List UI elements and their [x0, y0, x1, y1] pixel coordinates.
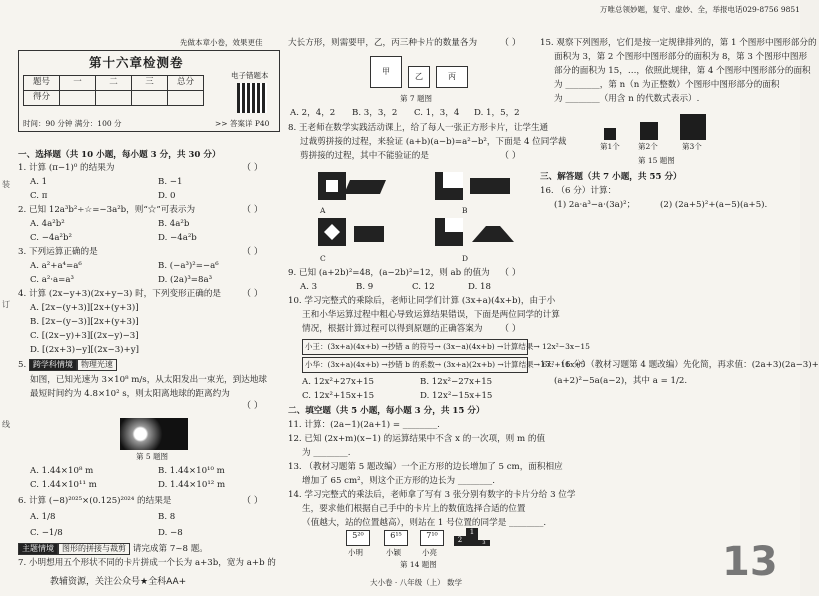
q14-line1: 14. 学习完整式的乘法后，老师拿了写有 3 张分别有数字的卡片分给 3 位学 — [288, 490, 576, 500]
podium-position-1: 1 — [466, 528, 478, 546]
q7-option-c[interactable]: C. 1，3，4 — [414, 108, 460, 118]
theme-tag: 主题情境 — [18, 543, 58, 555]
q10-option-d[interactable]: D. 12x²−15x+15 — [420, 391, 493, 401]
q2-text: 已知 12a³b²÷☆=−3a²b，则“☆”可表示为 — [28, 205, 196, 215]
q3-num: 3. — [18, 247, 27, 257]
card-5-20: 5²⁰ — [346, 530, 370, 546]
time-info: 时间：90 分钟 满分：100 分 — [23, 119, 122, 128]
q3-option-d[interactable]: D. (2a)³=8a³ — [158, 275, 213, 285]
q15-fig2-square — [640, 122, 658, 140]
q5-num: 5. — [18, 360, 27, 370]
q17-line2: (a+2)²−5a(a−2)，其中 a = 1/2. — [554, 376, 688, 386]
q2-paren[interactable]: （ ） — [242, 205, 263, 215]
section1-title: 一、选择题（共 10 小题，每小题 3 分，共 30 分） — [18, 150, 221, 160]
q2-num: 2. — [18, 205, 27, 215]
answer-reference: >> 答案详 P40 — [215, 119, 270, 128]
q15-line1: 15. 观察下列图形，它们是按一定规律排列的，第 1 个图形中图形部分的 — [540, 38, 817, 48]
q4-option-b[interactable]: B. [2x−(y−3)][2x+(y+3)] — [30, 317, 139, 327]
q15-fig2-label: 第2个 — [638, 142, 658, 151]
q1-text: 计算 (π−1)⁰ 的结果为 — [28, 163, 115, 173]
score-row-label: 得分 — [24, 91, 60, 106]
qr-code-icon — [237, 83, 267, 113]
card-jia: 甲 — [370, 56, 402, 88]
gutter-mark: 订 — [2, 300, 10, 309]
q15-caption: 第 15 题图 — [638, 156, 675, 165]
section3-title: 三、解答题（共 7 小题，共 55 分） — [540, 172, 682, 182]
card-6-15: 6¹⁵ — [384, 530, 408, 546]
q15-line4[interactable]: 为 ________，第 n（n 为正整数）个图形中图形部分的面积 — [554, 80, 780, 90]
q5-option-b[interactable]: B. 1.44×10¹⁰ m — [158, 466, 225, 476]
q10-option-c[interactable]: C. 12x²+15x+15 — [302, 391, 375, 401]
card-yi: 乙 — [408, 66, 430, 88]
q16-title: 16. （6 分）计算： — [540, 186, 617, 196]
q7-option-b[interactable]: B. 3，3，2 — [352, 108, 398, 118]
podium-position-3: 3 — [478, 540, 490, 546]
q12-line2[interactable]: 为 ________. — [302, 448, 351, 458]
q1-paren[interactable]: （ ） — [242, 163, 263, 173]
q3-text: 下列运算正确的是 — [28, 247, 98, 257]
q2-option-d[interactable]: D. −4a²b — [158, 233, 197, 243]
chapter-title: 第十六章检测卷 — [89, 55, 184, 70]
footer-left: 教辅资源，关注公众号★全科AA+ — [50, 577, 187, 587]
q6-option-d[interactable]: D. −8 — [158, 528, 183, 538]
q6-num: 6. — [18, 496, 27, 506]
q1-option-b[interactable]: B. −1 — [158, 177, 183, 187]
q8-line3: 剪拼接的过程，其中不能验证的是 — [300, 151, 429, 161]
header-hint: 先做本章小卷，效果更佳 — [180, 38, 263, 47]
q1-num: 1. — [18, 163, 27, 173]
q4-paren[interactable]: （ ） — [242, 289, 263, 299]
q15-fig3-square — [680, 114, 706, 140]
name-xiaoming: 小明 — [348, 548, 363, 557]
q2-option-a[interactable]: A. 4a²b² — [30, 219, 65, 229]
q7-option-d[interactable]: D. 1，5，2 — [474, 108, 520, 118]
q4-option-a[interactable]: A. [2x−(y+3)][2x+(y+3)] — [30, 303, 139, 313]
podium-position-2: 2 — [454, 536, 466, 546]
q1-option-c[interactable]: C. π — [30, 191, 48, 201]
q9-option-c[interactable]: C. 12 — [412, 282, 435, 292]
q13-line2[interactable]: 增加了 65 cm²，则这个正方形的边长为 ________. — [302, 476, 495, 486]
sun-earth-photo — [120, 418, 188, 450]
q8-line2: 过裁剪拼接的过程，来验证 (a+b)(a−b)=a²−b²，下面是 4 位同学裁 — [300, 137, 567, 147]
q8-fig-b — [435, 172, 510, 200]
q9-option-a[interactable]: A. 3 — [300, 282, 318, 292]
q16-part2: (2) (2a+5)²+(a−5)(a+5). — [660, 200, 768, 210]
q3-option-a[interactable]: A. a²+a⁴=a⁶ — [30, 261, 82, 271]
q15-line2: 面积为 3，第 2 个图形中图形部分的面积为 8，第 3 个图形中图形 — [554, 52, 808, 62]
q13-line1: 13. （教材习题第 5 题改编）一个正方形的边长增加了 5 cm，面积相应 — [288, 462, 563, 472]
q10-option-b[interactable]: B. 12x²−27x+15 — [420, 377, 493, 387]
q4-option-d[interactable]: D. [(2x+3)−y][(2x−3)+y] — [30, 345, 139, 355]
footer-center: 大小卷 · 八年级（上） 数学 — [370, 578, 463, 587]
q5-stem-head — [18, 359, 117, 371]
q6-text: 计算 (−8)²⁰²⁵×(0.125)²⁰²⁴ 的结果是 — [28, 496, 172, 506]
q9-option-b[interactable]: B. 9 — [356, 282, 374, 292]
name-xiaoliang: 小亮 — [422, 548, 437, 557]
q4-num: 4. — [18, 289, 27, 299]
q7-paren[interactable]: （ ） — [500, 38, 521, 48]
q17-line1: 17. （6 分）（教材习题第 4 题改编）先化简，再求值：(2a+3)(2a−3)+ — [540, 360, 819, 370]
q2-option-b[interactable]: B. 4a²b — [158, 219, 190, 229]
q7-option-a[interactable]: A. 2，4，2 — [290, 108, 336, 118]
q6-option-c[interactable]: C. −1/8 — [30, 528, 63, 538]
q6-option-a[interactable]: A. 1/8 — [30, 512, 56, 522]
q7-caption: 第 7 题图 — [400, 94, 433, 103]
q10-paren[interactable]: （ ） — [500, 324, 521, 334]
q4-text: 计算 (2x−y+3)(2x+y−3) 时，下列变形正确的是 — [28, 289, 222, 299]
q16-part1: (1) 2a·a³−a·(3a)²； — [554, 200, 636, 210]
q7-text-cont: 大长方形，则需要甲，乙，丙三种卡片的数量各为 — [288, 38, 478, 48]
page-number: 13 — [722, 539, 778, 585]
q5-option-c[interactable]: C. 1.44×10¹¹ m — [30, 480, 97, 490]
q8-figures — [300, 166, 530, 254]
section2-title: 二、填空题（共 5 小题，每小题 3 分，共 15 分） — [288, 406, 485, 416]
gutter-mark: 线 — [2, 420, 10, 429]
q10-xiaowang-box: 小王：(3x+a)(4x+b) →抄错 a 的符号→ (3x−a)(4x+b) →计算结果→ 12x²−3x−15 — [302, 339, 528, 355]
q1-stem — [18, 163, 114, 174]
q3-paren[interactable]: （ ） — [242, 247, 263, 257]
theme-bar — [18, 543, 208, 555]
q5-tag-interdisciplinary: 跨学科情境 — [29, 359, 77, 371]
q5-text: 如图，已知光速为 3×10⁸ m/s，从太阳发出一束光，到达地球最短时间约为 4.8×10² s，则太阳离地球的距离约为 — [30, 375, 268, 399]
q15-line3: 部分的面积为 15，…，依照此规律，第 4 个图形中图形部分的面积 — [554, 66, 811, 76]
theme-note: 请完成第 7~8 题。 — [132, 544, 208, 554]
q14-line3[interactable]: （值越大，站的位置越高），则站在 1 号位置的同学是 ________. — [302, 518, 547, 528]
score-cell[interactable] — [168, 91, 204, 106]
score-header: 一 — [60, 76, 96, 91]
score-header: 二 — [96, 76, 132, 91]
score-header: 总分 — [168, 76, 204, 91]
q10-option-a[interactable]: A. 12x²+27x+15 — [302, 377, 375, 387]
exam-title-box — [18, 50, 280, 132]
card-7-10: 7¹⁰ — [420, 530, 444, 546]
q1-option-d[interactable]: D. 0 — [158, 191, 176, 201]
q10-line1: 10. 学习完整式的乘除后，老师让同学们计算 (3x+a)(4x+b)，由于小 — [288, 296, 556, 306]
q3-option-c[interactable]: C. a²·a=a³ — [30, 275, 74, 285]
q15-line5[interactable]: 为 ________（用含 n 的代数式表示）. — [554, 94, 700, 104]
q9-text: 9. 已知 (a+2b)²=48，(a−2b)²=12，则 ab 的值为 — [288, 268, 490, 278]
q5-caption: 第 5 题图 — [136, 452, 169, 461]
q9-option-d[interactable]: D. 18 — [468, 282, 491, 292]
q8-label-c: C — [320, 254, 326, 263]
q6-paren[interactable]: （ ） — [242, 496, 263, 506]
score-cell[interactable] — [132, 91, 168, 106]
q10-line2: 王和小华运算过程中粗心导致运算结果错误，下面是两位同学的计算 — [302, 310, 560, 320]
name-xiaoying: 小颖 — [386, 548, 401, 557]
header-slogan: 万唯总领妙题，复守、虚妙、全，举报电话029-8756 9851 — [600, 5, 800, 14]
q8-paren[interactable]: （ ） — [500, 151, 521, 161]
q14-caption: 第 14 题图 — [400, 560, 437, 569]
score-cell[interactable] — [96, 91, 132, 106]
q8-fig-a — [318, 172, 386, 200]
q14-line2: 生，要求他们根据自己手中的卡片上的数值选择合适的位置 — [302, 504, 526, 514]
q6-option-b[interactable]: B. 8 — [158, 512, 176, 522]
q5-option-d[interactable]: D. 1.44×10¹² m — [158, 480, 226, 490]
qr-label: 电子错题本 — [231, 71, 269, 80]
theme-tag-topic: 图形的拼接与裁剪 — [58, 543, 130, 555]
score-header: 题号 — [24, 76, 60, 91]
q12-line1: 12. 已知 (2x+m)(x−1) 的运算结果中不含 x 的一次项，则 m 的值 — [288, 434, 546, 444]
q8-label-b: B — [462, 206, 468, 215]
q6-stem — [18, 496, 171, 507]
q2-stem — [18, 205, 195, 216]
q8-label-d: D — [462, 254, 469, 263]
card-bing: 丙 — [436, 66, 468, 88]
q4-option-c[interactable]: C. [(2x−y)+3][(2x−y)−3] — [30, 331, 139, 341]
q2-option-c[interactable]: C. −4a²b² — [30, 233, 72, 243]
score-cell[interactable] — [60, 91, 96, 106]
q15-fig1-label: 第1个 — [600, 142, 620, 151]
q5-tag-physics: 物理光速 — [77, 359, 117, 371]
q11-text[interactable]: 11. 计算：(2a−1)(2a+1) = ________. — [288, 420, 440, 430]
score-table — [23, 75, 204, 106]
q5-paren[interactable]: （ ） — [242, 401, 263, 411]
q3-stem — [18, 247, 98, 258]
q5-option-a[interactable]: A. 1.44×10⁸ m — [30, 466, 94, 476]
q15-fig3-label: 第3个 — [682, 142, 702, 151]
q10-line3: 情况，根据计算过程可以得到原题的正确答案为 — [302, 324, 483, 334]
q8-line1: 8. 王老师在数学实践活动课上，给了每人一张正方形卡片，让学生通 — [288, 123, 549, 133]
gutter-mark: 装 — [2, 180, 10, 189]
score-header: 三 — [132, 76, 168, 91]
q10-xiaohua-box: 小华：(3x+a)(4x+b) →抄错 b 的系数→ (3x+a)(2x+b) →计算结果→ 6x²+11x+5 — [302, 357, 528, 373]
q9-paren[interactable]: （ ） — [500, 268, 521, 278]
q8-label-a: A — [320, 206, 326, 215]
q3-option-b[interactable]: B. (−a³)²=−a⁶ — [158, 261, 219, 271]
q7-text-start: 7. 小明想用五个形状不同的卡片拼成一个长为 a+3b，宽为 a+b 的 — [18, 558, 276, 568]
q4-stem — [18, 289, 221, 300]
q8-fig-c — [318, 218, 384, 246]
q15-fig1-square — [604, 128, 616, 140]
q8-fig-d — [435, 218, 514, 246]
q1-option-a[interactable]: A. 1 — [30, 177, 48, 187]
